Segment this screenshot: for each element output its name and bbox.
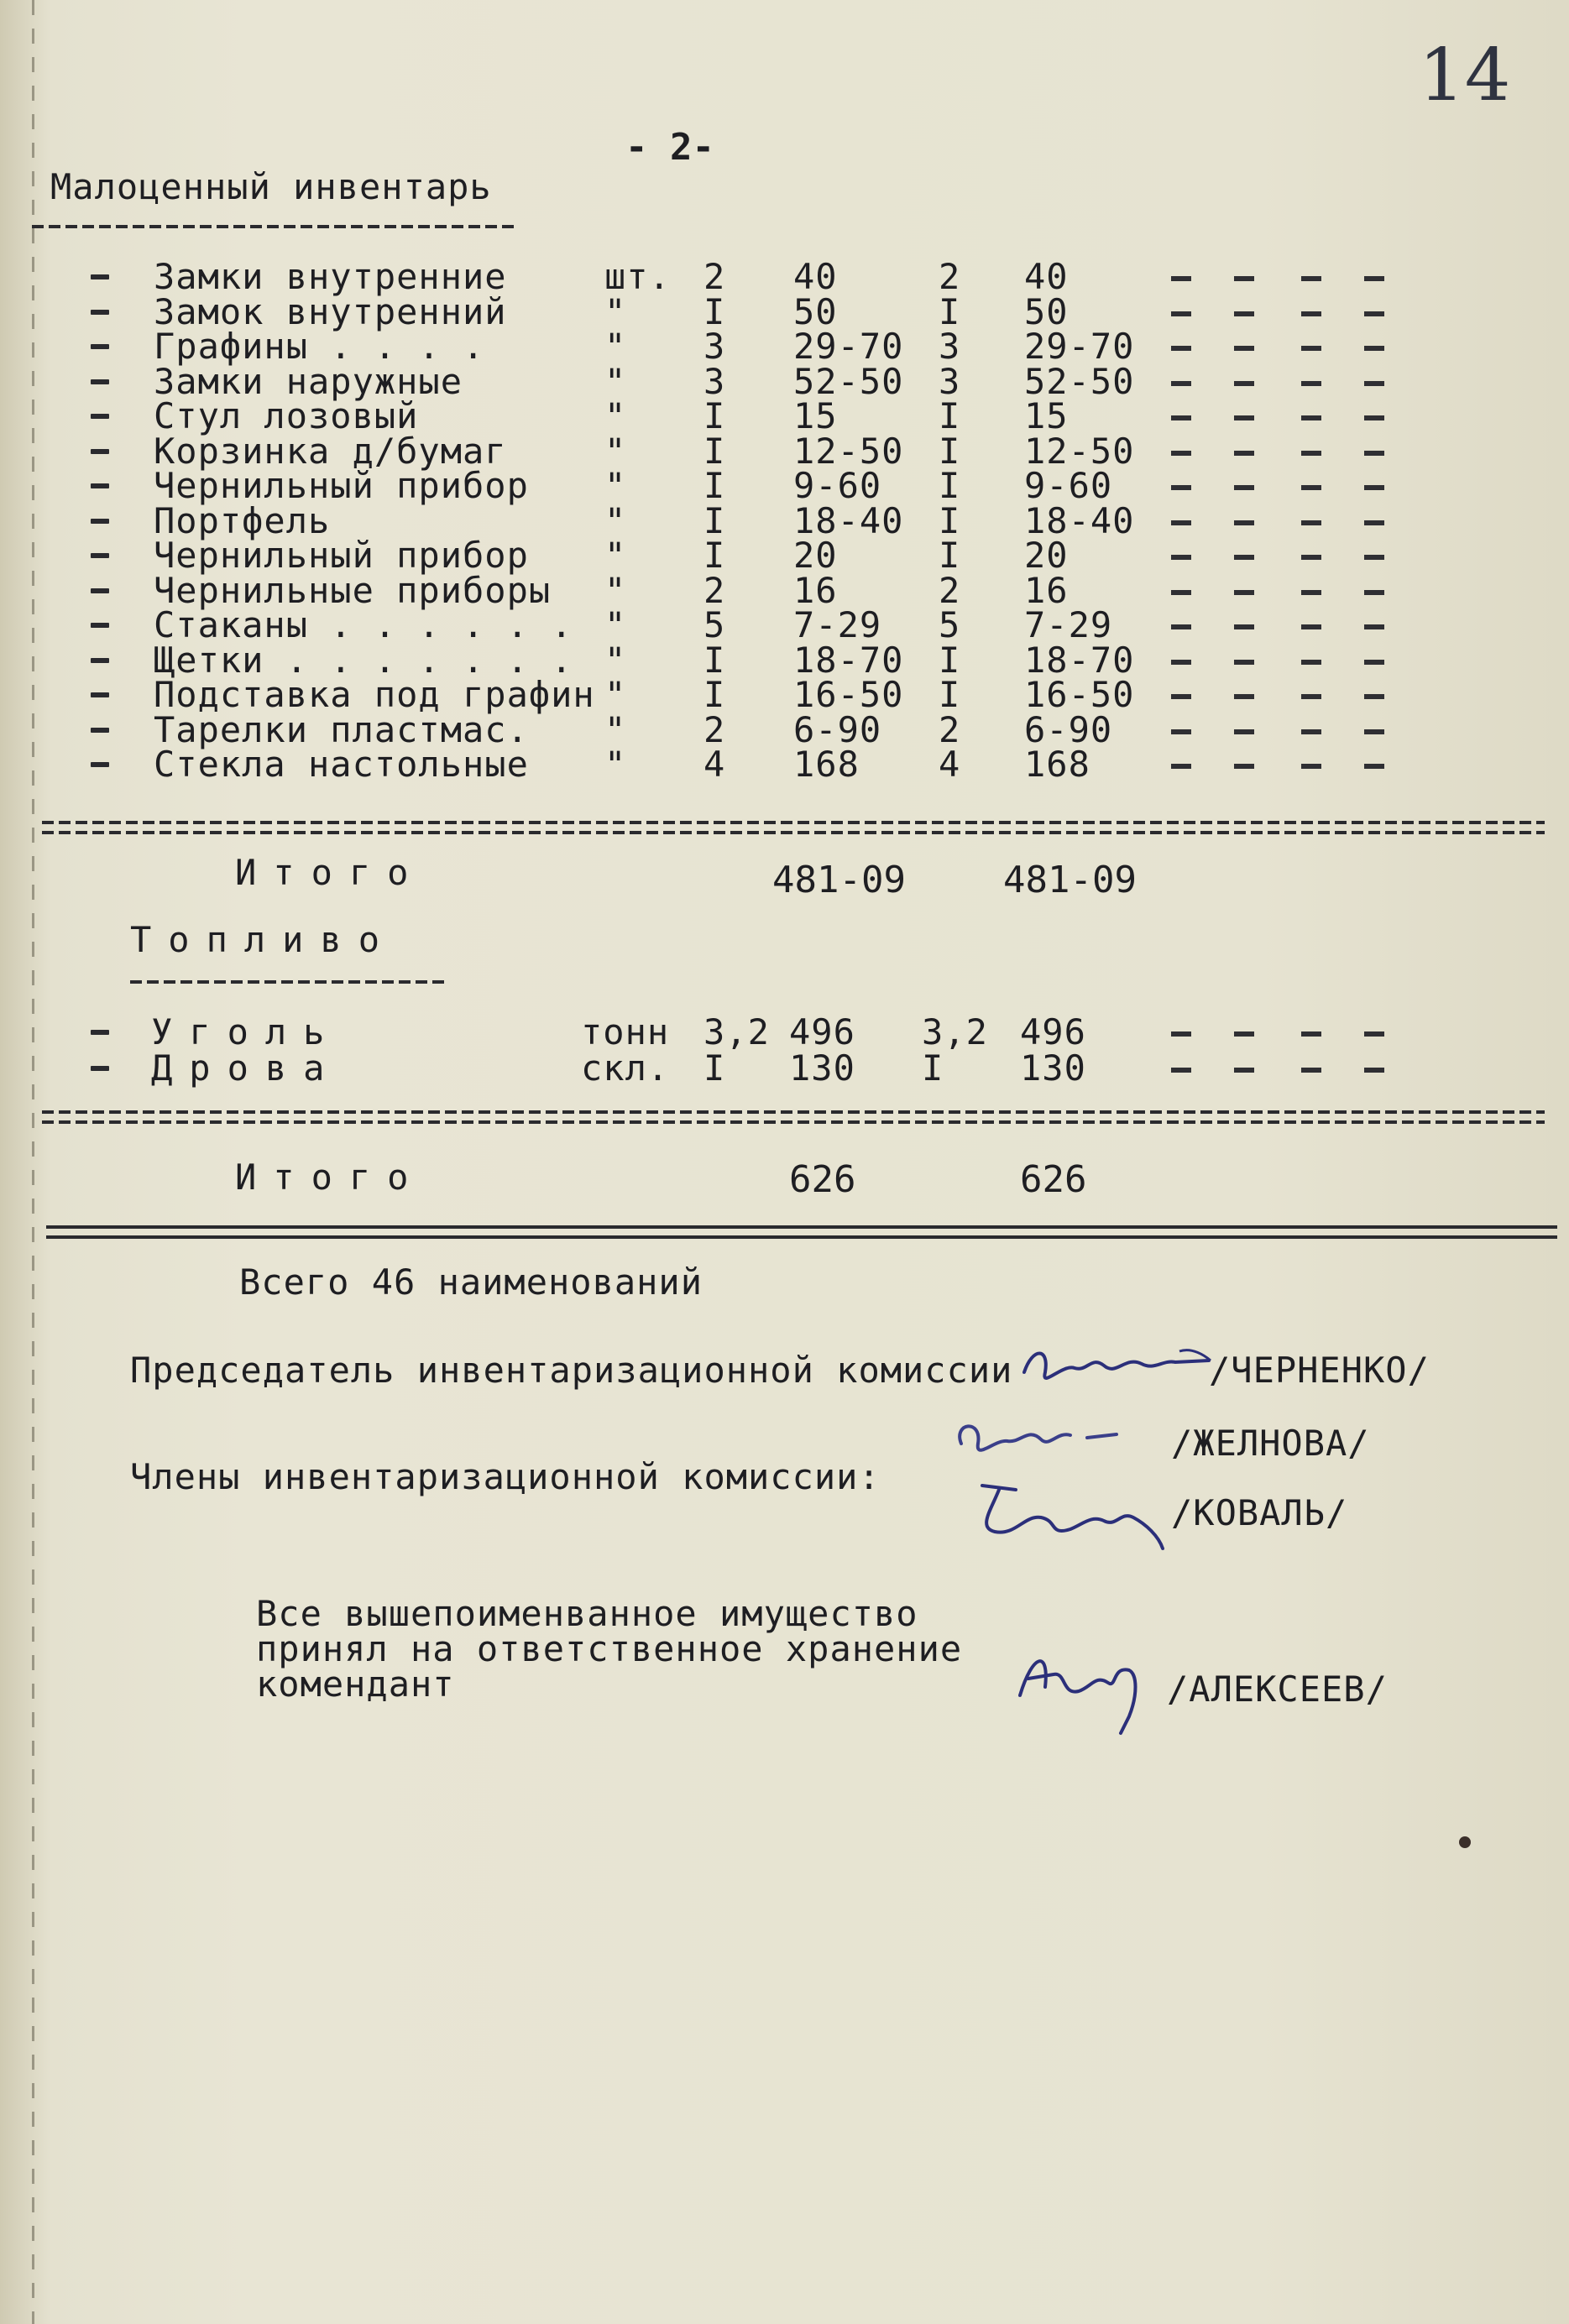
row-dash-marker — [91, 1030, 109, 1035]
empty-column-marker — [1171, 764, 1191, 769]
empty-column-marker — [1171, 346, 1191, 351]
item-name: Чернильные приборы — [154, 569, 552, 611]
item-qty-1: I — [703, 465, 726, 506]
item-qty-1: 3,2 — [703, 1011, 770, 1052]
row-dash-marker — [91, 728, 109, 733]
chairman-name: /ЧЕРНЕНКО/ — [1209, 1350, 1430, 1391]
member-signature-koval — [965, 1469, 1184, 1561]
item-sum-2: 52-50 — [1024, 360, 1135, 402]
empty-column-marker — [1171, 276, 1191, 281]
item-qty-2: 2 — [939, 708, 961, 750]
section1-total-label: Итого — [235, 852, 426, 893]
item-unit: " — [604, 499, 627, 541]
empty-column-marker — [1364, 1068, 1384, 1073]
row-dash-marker — [91, 310, 109, 315]
empty-column-marker — [1234, 311, 1254, 316]
row-dash-marker — [91, 449, 109, 454]
item-name: Чернильный прибор — [154, 535, 529, 576]
row-dash-marker — [91, 519, 109, 524]
empty-column-marker — [1171, 729, 1191, 734]
item-sum-2: 496 — [1020, 1011, 1086, 1052]
item-name: Щетки . . . . . . . — [154, 639, 573, 681]
item-sum-2: 15 — [1024, 395, 1069, 436]
empty-column-marker — [1171, 485, 1191, 490]
empty-column-marker — [1301, 451, 1321, 456]
chairman-signature — [1016, 1330, 1217, 1397]
item-name: Уголь — [151, 1011, 342, 1052]
row-dash-marker — [91, 379, 109, 384]
item-qty-2: 3,2 — [922, 1011, 988, 1052]
item-unit: " — [604, 569, 627, 611]
item-qty-2: I — [939, 535, 961, 576]
empty-column-marker — [1301, 764, 1321, 769]
empty-column-marker — [1301, 381, 1321, 386]
empty-column-marker — [1301, 624, 1321, 629]
item-sum-1: 12-50 — [793, 430, 904, 472]
empty-column-marker — [1364, 764, 1384, 769]
empty-column-marker — [1171, 311, 1191, 316]
item-qty-1: I — [703, 499, 726, 541]
empty-column-marker — [1364, 555, 1384, 560]
item-unit: " — [604, 430, 627, 472]
empty-column-marker — [1301, 1031, 1321, 1037]
row-dash-marker — [91, 762, 109, 767]
section1-divider-bottom — [42, 831, 1545, 834]
empty-column-marker — [1301, 1068, 1321, 1073]
empty-column-marker — [1234, 764, 1254, 769]
empty-column-marker — [1171, 451, 1191, 456]
item-qty-1: I — [703, 430, 726, 472]
item-unit: " — [604, 708, 627, 750]
item-name: Стаканы . . . . . . — [154, 604, 573, 645]
item-name: Замки наружные — [154, 360, 463, 402]
empty-column-marker — [1301, 276, 1321, 281]
empty-column-marker — [1364, 415, 1384, 420]
empty-column-marker — [1171, 590, 1191, 595]
row-dash-marker — [91, 344, 109, 349]
item-unit: " — [604, 604, 627, 645]
empty-column-marker — [1364, 660, 1384, 665]
item-qty-2: I — [939, 674, 961, 715]
item-qty-2: 3 — [939, 326, 961, 367]
item-sum-2: 18-70 — [1024, 639, 1135, 681]
row-dash-marker — [91, 414, 109, 419]
item-qty-2: I — [939, 499, 961, 541]
item-name: Графины . . . . — [154, 326, 485, 367]
empty-column-marker — [1171, 624, 1191, 629]
item-sum-2: 29-70 — [1024, 326, 1135, 367]
item-sum-2: 16 — [1024, 569, 1069, 611]
empty-column-marker — [1234, 1068, 1254, 1073]
item-sum-1: 9-60 — [793, 465, 882, 506]
empty-column-marker — [1234, 590, 1254, 595]
empty-column-marker — [1364, 485, 1384, 490]
item-name: Портфель — [154, 499, 331, 541]
section1-title: Малоценный инвентарь — [50, 166, 492, 207]
binding-margin — [32, 0, 34, 2324]
row-dash-marker — [91, 588, 109, 593]
section2-total-label: Итого — [235, 1157, 426, 1198]
item-sum-1: 15 — [793, 395, 838, 436]
item-qty-1: I — [703, 395, 726, 436]
item-qty-1: 3 — [703, 360, 726, 402]
empty-column-marker — [1234, 555, 1254, 560]
item-qty-2: 2 — [939, 256, 961, 297]
item-name: Замки внутренние — [154, 256, 507, 297]
empty-column-marker — [1364, 346, 1384, 351]
section2-divider-bottom — [42, 1120, 1545, 1124]
item-qty-1: I — [703, 1047, 726, 1089]
item-name: Подставка под графин — [154, 674, 595, 715]
empty-column-marker — [1364, 520, 1384, 525]
custodian-line-1: Все вышепоименванное имущество — [256, 1593, 918, 1634]
chairman-label: Председатель инвентаризационной комиссии — [130, 1350, 1013, 1391]
member-signature-zhelnova — [949, 1397, 1150, 1473]
empty-column-marker — [1301, 729, 1321, 734]
item-sum-1: 7-29 — [793, 604, 882, 645]
empty-column-marker — [1234, 624, 1254, 629]
item-sum-2: 20 — [1024, 535, 1069, 576]
item-sum-2: 7-29 — [1024, 604, 1113, 645]
item-qty-1: 3 — [703, 326, 726, 367]
item-sum-2: 40 — [1024, 256, 1069, 297]
item-qty-2: I — [939, 430, 961, 472]
item-name: Тарелки пластмас. — [154, 708, 529, 750]
member-name-zhelnova: /ЖЕЛНОВА/ — [1171, 1423, 1370, 1464]
empty-column-marker — [1364, 729, 1384, 734]
item-name: Корзинка д/бумаг — [154, 430, 507, 472]
empty-column-marker — [1364, 1031, 1384, 1037]
item-sum-1: 18-40 — [793, 499, 904, 541]
item-qty-2: 4 — [939, 744, 961, 785]
item-sum-1: 16 — [793, 569, 838, 611]
section1-divider-top — [42, 821, 1545, 824]
empty-column-marker — [1171, 1068, 1191, 1073]
row-dash-marker — [91, 553, 109, 558]
row-dash-marker — [91, 274, 109, 279]
item-sum-1: 20 — [793, 535, 838, 576]
item-qty-2: I — [939, 465, 961, 506]
item-sum-2: 12-50 — [1024, 430, 1135, 472]
item-name: Чернильный прибор — [154, 465, 529, 506]
section1-title-underline — [32, 225, 519, 228]
empty-column-marker — [1234, 660, 1254, 665]
empty-column-marker — [1301, 415, 1321, 420]
custodian-signature — [1012, 1637, 1163, 1746]
item-qty-1: 4 — [703, 744, 726, 785]
empty-column-marker — [1234, 694, 1254, 699]
empty-column-marker — [1234, 346, 1254, 351]
item-sum-1: 40 — [793, 256, 838, 297]
final-rule-bottom — [46, 1235, 1557, 1239]
empty-column-marker — [1301, 346, 1321, 351]
member-name-koval: /КОВАЛЬ/ — [1171, 1492, 1348, 1533]
final-rule-top — [46, 1225, 1557, 1229]
item-unit: " — [604, 465, 627, 506]
item-qty-1: 2 — [703, 569, 726, 611]
item-qty-1: I — [703, 535, 726, 576]
section2-divider-top — [42, 1110, 1545, 1114]
item-unit: " — [604, 535, 627, 576]
item-sum-1: 130 — [789, 1047, 855, 1089]
item-name: Стул лозовый — [154, 395, 419, 436]
item-sum-1: 52-50 — [793, 360, 904, 402]
item-sum-1: 50 — [793, 290, 838, 332]
item-unit: тонн — [581, 1011, 670, 1052]
empty-column-marker — [1171, 660, 1191, 665]
empty-column-marker — [1301, 694, 1321, 699]
handwritten-page-number: 14 — [1419, 34, 1511, 118]
item-name: Дрова — [151, 1047, 342, 1089]
item-qty-1: 2 — [703, 256, 726, 297]
custodian-name: /АЛЕКСЕЕВ/ — [1167, 1669, 1388, 1710]
item-unit: шт. — [604, 256, 671, 297]
item-unit: " — [604, 744, 627, 785]
item-qty-2: I — [922, 1047, 944, 1089]
empty-column-marker — [1301, 520, 1321, 525]
item-sum-2: 6-90 — [1024, 708, 1113, 750]
empty-column-marker — [1364, 311, 1384, 316]
item-qty-2: 5 — [939, 604, 961, 645]
empty-column-marker — [1171, 520, 1191, 525]
item-qty-2: I — [939, 290, 961, 332]
item-sum-1: 18-70 — [793, 639, 904, 681]
empty-column-marker — [1364, 694, 1384, 699]
row-dash-marker — [91, 623, 109, 628]
item-sum-1: 16-50 — [793, 674, 904, 715]
empty-column-marker — [1234, 381, 1254, 386]
empty-column-marker — [1364, 590, 1384, 595]
item-qty-1: I — [703, 290, 726, 332]
item-unit: скл. — [581, 1047, 670, 1089]
section1-total-1: 481-09 — [772, 859, 906, 901]
empty-column-marker — [1364, 276, 1384, 281]
empty-column-marker — [1234, 729, 1254, 734]
custodian-line-3: комендант — [256, 1663, 455, 1705]
item-sum-2: 168 — [1024, 744, 1090, 785]
empty-column-marker — [1301, 555, 1321, 560]
item-sum-2: 16-50 — [1024, 674, 1135, 715]
empty-column-marker — [1171, 381, 1191, 386]
section2-title-underline — [130, 980, 449, 984]
empty-column-marker — [1364, 451, 1384, 456]
empty-column-marker — [1171, 415, 1191, 420]
section2-title: Топливо — [130, 919, 397, 960]
item-sum-1: 496 — [789, 1011, 855, 1052]
item-sum-2: 130 — [1020, 1047, 1086, 1089]
empty-column-marker — [1234, 276, 1254, 281]
empty-column-marker — [1234, 1031, 1254, 1037]
section2-total-2: 626 — [1020, 1158, 1087, 1201]
item-qty-2: 2 — [939, 569, 961, 611]
custodian-line-2: принял на ответственное хранение — [256, 1628, 963, 1669]
item-unit: " — [604, 360, 627, 402]
item-sum-2: 9-60 — [1024, 465, 1113, 506]
item-sum-1: 6-90 — [793, 708, 882, 750]
item-qty-1: I — [703, 639, 726, 681]
item-qty-2: I — [939, 395, 961, 436]
empty-column-marker — [1171, 555, 1191, 560]
summary-line: Всего 46 наименований — [239, 1261, 703, 1303]
empty-column-marker — [1301, 590, 1321, 595]
empty-column-marker — [1364, 624, 1384, 629]
item-unit: " — [604, 674, 627, 715]
item-qty-1: 5 — [703, 604, 726, 645]
section1-total-2: 481-09 — [1003, 859, 1137, 901]
empty-column-marker — [1234, 415, 1254, 420]
empty-column-marker — [1301, 311, 1321, 316]
page-marker: - 2- — [625, 126, 714, 169]
item-unit: " — [604, 639, 627, 681]
item-qty-2: I — [939, 639, 961, 681]
item-sum-2: 50 — [1024, 290, 1069, 332]
item-qty-1: 2 — [703, 708, 726, 750]
item-unit: " — [604, 326, 627, 367]
row-dash-marker — [91, 658, 109, 663]
item-qty-2: 3 — [939, 360, 961, 402]
members-label: Члены инвентаризационной комиссии: — [130, 1456, 881, 1497]
empty-column-marker — [1234, 520, 1254, 525]
item-sum-2: 18-40 — [1024, 499, 1135, 541]
item-unit: " — [604, 395, 627, 436]
empty-column-marker — [1171, 1031, 1191, 1037]
empty-column-marker — [1234, 485, 1254, 490]
row-dash-marker — [91, 483, 109, 488]
item-unit: " — [604, 290, 627, 332]
empty-column-marker — [1301, 485, 1321, 490]
row-dash-marker — [91, 1066, 109, 1071]
empty-column-marker — [1234, 451, 1254, 456]
item-name: Стекла настольные — [154, 744, 529, 785]
item-sum-1: 168 — [793, 744, 860, 785]
item-sum-1: 29-70 — [793, 326, 904, 367]
item-qty-1: I — [703, 674, 726, 715]
empty-column-marker — [1171, 694, 1191, 699]
empty-column-marker — [1301, 660, 1321, 665]
section2-total-1: 626 — [789, 1158, 856, 1201]
ink-spot — [1459, 1836, 1471, 1848]
row-dash-marker — [91, 692, 109, 697]
item-name: Замок внутренний — [154, 290, 507, 332]
empty-column-marker — [1364, 381, 1384, 386]
